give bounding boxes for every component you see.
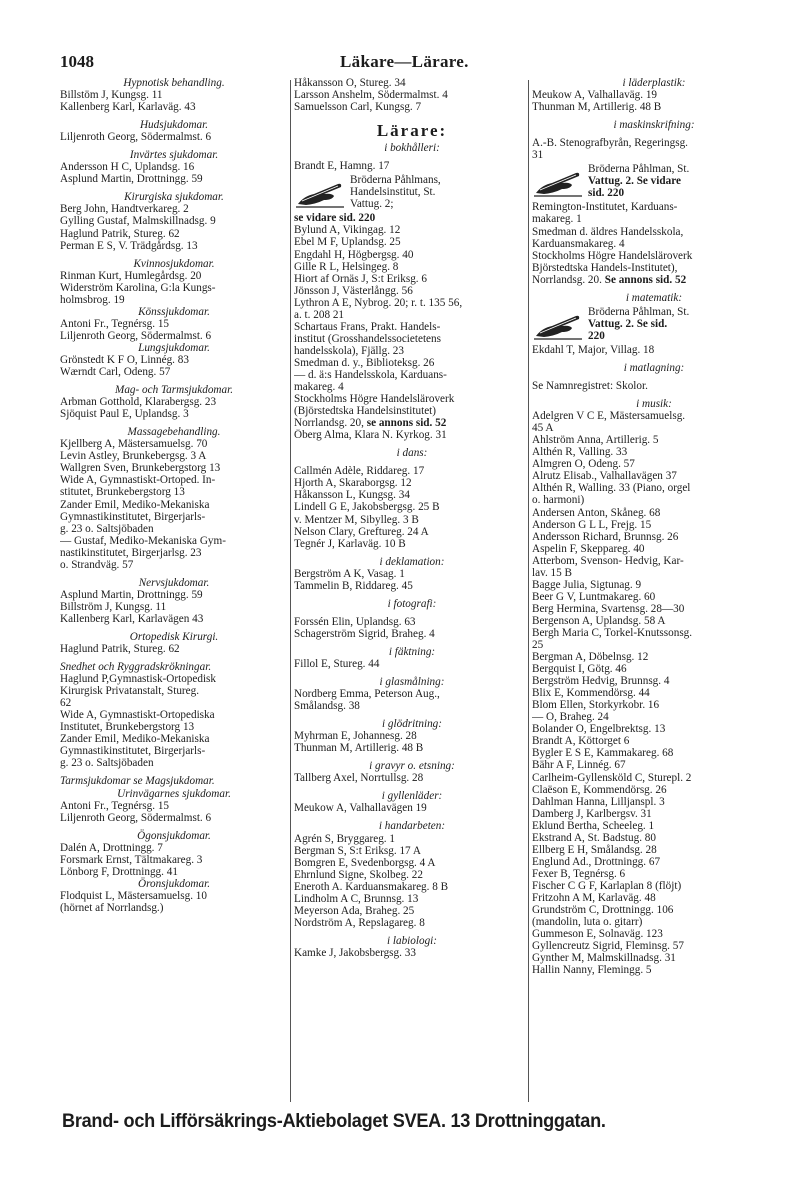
directory-entry: Asplund Martin, Drottningg. 59 bbox=[60, 173, 203, 186]
directory-entry: Berg Hermina, Svartensg. 28—30 bbox=[532, 602, 685, 615]
advertisement-line: Vattug. 2. Se vidare bbox=[588, 175, 681, 188]
advertisement-line: Bröderna Påhlmans, bbox=[350, 174, 441, 187]
pointing-hand-icon bbox=[532, 163, 584, 199]
section-heading: i deklamation: bbox=[379, 555, 445, 568]
directory-entry: Atterbom, Svenson- Hedvig, Kar- bbox=[532, 554, 684, 567]
directory-entry: (Björstedtska Handelsinstitutet) bbox=[294, 405, 436, 418]
directory-entry: Haglund P,Gymnastisk-Ortopedisk bbox=[60, 673, 216, 686]
directory-entry: Hiort af Ornäs J, S:t Eriksg. 6 bbox=[294, 272, 427, 285]
directory-entry: Fischer C G F, Karlaplan 8 (flöjt) bbox=[532, 879, 682, 892]
directory-entry: Bomgren E, Svedenborgsg. 4 A bbox=[294, 856, 436, 869]
directory-entry: Sjöquist Paul E, Uplandsg. 3 bbox=[60, 408, 189, 421]
directory-entry: institut (Grosshandelssocietetens bbox=[294, 332, 441, 345]
directory-entry: v. Mentzer M, Sibylleg. 3 B bbox=[294, 513, 419, 526]
directory-entry: a. t. 208 21 bbox=[294, 308, 345, 321]
cross-reference: se annons sid. 52 bbox=[366, 417, 447, 430]
directory-entry: Karduansmakareg. 4 bbox=[532, 237, 625, 250]
directory-entry: Smålandsg. 38 bbox=[294, 700, 360, 713]
section-heading: Nervsjukdomar. bbox=[138, 576, 210, 589]
section-heading: Lungsjukdomar. bbox=[138, 341, 210, 354]
advertisement-text bbox=[350, 174, 530, 210]
directory-entry: Lindholm A C, Brunnsg. 13 bbox=[294, 892, 419, 905]
directory-entry: Carlheim-Gyllensköld C, Sturepl. 2 bbox=[532, 771, 692, 784]
directory-entry: Hjorth A, Skaraborgsg. 12 bbox=[294, 477, 412, 490]
directory-entry: handelsskola), Fjällg. 23 bbox=[294, 344, 404, 357]
directory-entry: Bähr A F, Linnég. 67 bbox=[532, 759, 626, 772]
directory-entry: Wærndt Carl, Odeng. 57 bbox=[60, 366, 171, 379]
directory-entry: Smedman d. äldres Handelsskola, bbox=[532, 225, 684, 238]
directory-entry: Tallberg Axel, Norrtullsg. 28 bbox=[294, 772, 424, 785]
directory-entry: Eklund Bertha, Scheeleg. 1 bbox=[532, 819, 655, 832]
directory-entry: Ellberg E H, Smålandsg. 28 bbox=[532, 843, 657, 856]
directory-entry: Englund Ad., Drottningg. 67 bbox=[532, 855, 661, 868]
directory-entry: Bergström A K, Vasag. 1 bbox=[294, 567, 405, 580]
directory-entry: Se Namnregistret: Skolor. bbox=[532, 380, 648, 393]
section-heading: i bokhålleri: bbox=[384, 142, 440, 155]
directory-entry: Ekstrand A, St. Badstug. 80 bbox=[532, 831, 656, 844]
section-heading: i handarbeten: bbox=[378, 820, 446, 833]
directory-entry: Myhrman E, Johannesg. 28 bbox=[294, 730, 417, 743]
directory-entry: Liljenroth Georg, Södermalmst. 6 bbox=[60, 131, 212, 144]
directory-entry: Bergman S, S:t Eriksg. 17 A bbox=[294, 844, 421, 857]
directory-entry: Andersen Anton, Skåneg. 68 bbox=[532, 506, 661, 519]
directory-entry: Gymnastikinstitutet, Birgerjarls- bbox=[60, 745, 206, 758]
directory-entry: g. 23 o. Saltsjöbaden bbox=[60, 757, 154, 770]
spacer bbox=[294, 113, 530, 119]
directory-entry: Wallgren Sven, Brunkebergstorg 13 bbox=[60, 462, 221, 475]
advertisement-entry bbox=[532, 306, 776, 342]
section-heading: i fäktning: bbox=[388, 645, 436, 658]
directory-entry: Althén R, Walling. 33 (Piano, orgel bbox=[532, 482, 691, 495]
directory-entry: Larsson Anshelm, Södermalmst. 4 bbox=[294, 89, 448, 102]
section-heading: Kirurgiska sjukdomar. bbox=[124, 191, 224, 204]
directory-entry: Nordberg Emma, Peterson Aug., bbox=[294, 688, 440, 701]
directory-entry: Adelgren V C E, Mästersamuelsg. bbox=[532, 410, 686, 423]
directory-entry: Smedman d. y., Biblioteksg. 26 bbox=[294, 356, 435, 369]
directory-entry: Haglund Patrik, Stureg. 62 bbox=[60, 227, 180, 240]
directory-entry: Håkansson L, Kungsg. 34 bbox=[294, 489, 410, 502]
directory-entry: Ebel M F, Uplandsg. 25 bbox=[294, 236, 401, 249]
directory-entry: Andersson Richard, Brunnsg. 26 bbox=[532, 530, 679, 543]
directory-entry: lav. 15 B bbox=[532, 566, 572, 579]
directory-entry: Andersson H C, Uplandsg. 16 bbox=[60, 161, 195, 174]
directory-entry: Bylund A, Vikingag. 12 bbox=[294, 224, 401, 237]
advertisement-line: 220 bbox=[588, 329, 605, 342]
directory-entry: Bygler E S E, Kammakareg. 68 bbox=[532, 747, 674, 760]
directory-entry: Liljenroth Georg, Södermalmst. 6 bbox=[60, 329, 212, 342]
directory-entry: Nordström A, Repslagareg. 8 bbox=[294, 916, 425, 929]
advertisement-text bbox=[588, 306, 776, 342]
directory-entry: Flodquist L, Mästersamuelsg. 10 bbox=[60, 889, 207, 902]
directory-entry: Asplund Martin, Drottningg. 59 bbox=[60, 588, 203, 601]
directory-entry: Ahlström Anna, Artillerig. 5 bbox=[532, 434, 659, 447]
directory-entry: 45 A bbox=[532, 422, 554, 435]
directory-entry: Stockholms Högre Handelsläroverk bbox=[532, 249, 693, 262]
directory-entry: Zander Emil, Mediko-Mekaniska bbox=[60, 498, 210, 511]
directory-entry: Ehrnlund Signe, Skolbeg. 22 bbox=[294, 868, 423, 881]
section-heading: Mag- och Tarmsjukdomar. bbox=[115, 384, 233, 397]
directory-entry: nastikinstitutet, Birgerjarlsg. 23 bbox=[60, 546, 202, 559]
section-heading: Öronsjukdomar. bbox=[138, 877, 210, 890]
footer-advertisement: Brand- och Lifförsäkrings-Aktiebolaget SVEA. 13 Drottninggatan. bbox=[62, 1110, 606, 1132]
directory-entry: Claëson E, Kommendörsg. 26 bbox=[532, 783, 667, 796]
section-heading: i musik: bbox=[636, 398, 672, 411]
directory-entry: Meukow A, Valhallavägen 19 bbox=[294, 802, 427, 815]
cross-reference: Se annons sid. 52 bbox=[604, 273, 687, 286]
directory-entry: Forssén Elin, Uplandsg. 63 bbox=[294, 615, 416, 628]
directory-entry: g. 23 o. Saltsjöbaden bbox=[60, 522, 154, 535]
directory-entry: Jönsson J, Västerlångg. 56 bbox=[294, 284, 413, 297]
section-heading: Hudsjukdomar. bbox=[139, 119, 209, 132]
column-1 bbox=[60, 77, 288, 914]
advertisement-text bbox=[588, 163, 776, 199]
section-heading: Urinvägarnes sjukdomar. bbox=[117, 787, 231, 800]
directory-entry: Kjellberg A, Mästersamuelsg. 70 bbox=[60, 438, 208, 451]
advertisement-entry bbox=[532, 163, 776, 199]
directory-entry: Kirurgisk Privatanstalt, Stureg. bbox=[60, 685, 200, 698]
directory-entry: Håkansson O, Stureg. 34 bbox=[294, 77, 406, 89]
directory-entry: Beer G V, Luntmakareg. 60 bbox=[532, 590, 656, 603]
advertisement-line: Handelsinstitut, St. bbox=[350, 186, 436, 199]
directory-entry: Grundström C, Drottningg. 106 bbox=[532, 904, 674, 917]
directory-entry: Bolander O, Engelbrektsg. 13 bbox=[532, 723, 666, 736]
directory-entry: Dahlman Hanna, Lilljanspl. 3 bbox=[532, 795, 665, 808]
directory-entry: Meukow A, Valhallaväg. 19 bbox=[532, 89, 658, 102]
directory-entry: Gyllencreutz Sigrid, Fleminsg. 57 bbox=[532, 940, 684, 953]
section-heading: i fotografi: bbox=[387, 597, 437, 610]
directory-entry: Brandt E, Hamng. 17 bbox=[294, 160, 390, 173]
directory-entry: (mandolin, luta o. gitarr) bbox=[532, 916, 643, 929]
section-heading: i matematik: bbox=[625, 291, 683, 304]
section-heading: i läderplastik: bbox=[622, 77, 686, 89]
directory-entry: Lythron A E, Nybrog. 20; r. t. 135 56, bbox=[294, 296, 463, 309]
directory-entry: Liljenroth Georg, Södermalmst. 6 bbox=[60, 811, 212, 824]
directory-entry: Bergman A, Döbelnsg. 12 bbox=[532, 651, 649, 664]
directory-entry: Hallin Nanny, Flemingg. 5 bbox=[532, 964, 652, 977]
directory-entry: Bergquist I, Götg. 46 bbox=[532, 663, 627, 676]
pointing-hand-icon bbox=[532, 306, 584, 342]
directory-entry: Blom Ellen, Storkyrkobr. 16 bbox=[532, 699, 660, 712]
advertisement-line: Vattug. 2; bbox=[350, 198, 394, 211]
directory-entry: Billström J, Kungsg. 11 bbox=[60, 600, 167, 613]
directory-entry: Fexer B, Tegnérsg. 6 bbox=[532, 867, 626, 880]
section-heading: Massagebehandling. bbox=[127, 426, 221, 439]
directory-entry: Arbman Gotthold, Klarabergsg. 23 bbox=[60, 396, 217, 409]
section-heading: i gyllenläder: bbox=[381, 790, 443, 803]
directory-entry: 25 bbox=[532, 639, 544, 652]
column-separator bbox=[290, 80, 291, 1102]
directory-entry: Blix E, Kommendörsg. 44 bbox=[532, 687, 650, 700]
section-heading: i gravyr o. etsning: bbox=[369, 760, 455, 773]
directory-entry: Widerström Karolina, G:la Kungs- bbox=[60, 281, 216, 294]
directory-entry: Engdahl H, Högbergsg. 40 bbox=[294, 248, 414, 261]
directory-entry: Tegnér J, Karlaväg. 10 B bbox=[294, 537, 406, 550]
directory-entry: A.-B. Stenografbyrån, Regeringsg. bbox=[532, 137, 688, 150]
directory-entry: Antoni Fr., Tegnérsg. 15 bbox=[60, 317, 170, 330]
directory-entry: 31 bbox=[532, 149, 544, 162]
directory-entry: o. Strandväg. 57 bbox=[60, 558, 134, 571]
directory-entry: Gylling Gustaf, Malmskillnadsg. 9 bbox=[60, 215, 216, 228]
directory-entry: Fillol E, Stureg. 44 bbox=[294, 657, 380, 670]
directory-entry: — d. ä:s Handelsskola, Karduans- bbox=[294, 368, 447, 381]
directory-entry: Haglund Patrik, Stureg. 62 bbox=[60, 643, 180, 656]
directory-entry: Thunman M, Artillerig. 48 B bbox=[294, 742, 424, 755]
section-heading: i maskinskrifning: bbox=[613, 119, 695, 132]
pointing-hand-icon bbox=[294, 174, 346, 210]
section-heading: Ortopedisk Kirurgi. bbox=[129, 630, 219, 643]
advertisement-line: Bröderna Påhlman, St. bbox=[588, 163, 690, 176]
directory-entry: Fritzohn A M, Karlaväg. 48 bbox=[532, 892, 656, 904]
section-heading: Invärtes sjukdomar. bbox=[129, 149, 219, 162]
section-heading: Hypnotisk behandling. bbox=[123, 77, 225, 89]
directory-entry: — Gustaf, Mediko-Mekaniska Gym- bbox=[60, 534, 226, 547]
directory-entry: Rinman Kurt, Humlegårdsg. 20 bbox=[60, 269, 202, 282]
directory-entry: Tammelin B, Riddareg. 45 bbox=[294, 579, 413, 592]
section-heading: Kvinnosjukdomar. bbox=[133, 257, 215, 270]
category-heading: Lärare: bbox=[376, 121, 448, 141]
section-heading: Ögonsjukdomar. bbox=[137, 829, 211, 842]
column-3 bbox=[532, 77, 776, 976]
directory-entry: Kallenberg Karl, Karlaväg. 43 bbox=[60, 101, 196, 114]
advertisement-line: sid. 220 bbox=[588, 187, 625, 200]
directory-entry: Anderson G L L, Frejg. 15 bbox=[532, 518, 652, 531]
advertisement-line: Vattug. 2. Se sid. bbox=[588, 317, 668, 330]
directory-entry: Meyerson Ada, Braheg. 25 bbox=[294, 904, 415, 917]
directory-entry: Dalén A, Drottningg. 7 bbox=[60, 841, 163, 854]
directory-entry: Berg John, Handtverkareg. 2 bbox=[60, 203, 189, 216]
directory-entry: makareg. 1 bbox=[532, 213, 582, 226]
directory-entry: Lindell G E, Jakobsbergsg. 25 B bbox=[294, 501, 440, 514]
section-heading: i matlagning: bbox=[623, 361, 685, 374]
directory-entry: Bergenson A, Uplandsg. 58 A bbox=[532, 614, 666, 627]
section-heading: i glödritning: bbox=[382, 718, 442, 731]
directory-entry: Gille R L, Helsingeg. 8 bbox=[294, 260, 399, 273]
directory-entry: Institutet, Brunkebergstorg 13 bbox=[60, 721, 195, 734]
directory-entry: Ekdahl T, Major, Villag. 18 bbox=[532, 343, 655, 356]
directory-entry: makareg. 4 bbox=[294, 381, 344, 394]
directory-entry: Schagerström Sigrid, Braheg. 4 bbox=[294, 627, 435, 640]
directory-entry: Samuelsson Carl, Kungsg. 7 bbox=[294, 101, 422, 114]
entry-text: Norrlandsg. 20. bbox=[532, 273, 605, 286]
directory-entry: Gummeson E, Solnaväg. 123 bbox=[532, 928, 663, 941]
directory-entry: Bergh Maria C, Torkel-Knutssonsg. bbox=[532, 626, 693, 639]
directory-entry: Schartaus Frans, Prakt. Handels- bbox=[294, 320, 441, 333]
directory-entry: Gymnastikinstitutet, Birgerjarls- bbox=[60, 510, 206, 523]
directory-entry: Perman E S, V. Trädgårdsg. 13 bbox=[60, 239, 198, 252]
directory-entry bbox=[294, 417, 530, 429]
directory-entry: Nelson Clary, Greftureg. 24 A bbox=[294, 525, 429, 538]
section-heading: Snedhet och Ryggradskrökningar. bbox=[60, 661, 212, 674]
entry-text: Norrlandsg. 20, bbox=[294, 417, 367, 430]
advertisement-entry bbox=[294, 174, 530, 210]
directory-entry: Stockholms Högre Handelsläroverk bbox=[294, 393, 455, 406]
directory-entry: Bergström Hedvig, Brunnsg. 4 bbox=[532, 675, 670, 688]
directory-entry: stitutet, Brunkebergstorg 13 bbox=[60, 486, 185, 499]
directory-entry: Gynther M, Malmskillnadsg. 31 bbox=[532, 952, 676, 965]
directory-entry: Björstedtska Handels-Institutet), bbox=[532, 261, 678, 274]
column-2 bbox=[294, 77, 530, 959]
directory-entry: Kallenberg Karl, Karlavägen 43 bbox=[60, 612, 204, 625]
directory-entry: Damberg J, Karlbergsv. 31 bbox=[532, 807, 652, 820]
directory-entry: Billstöm J, Kungsg. 11 bbox=[60, 89, 163, 102]
directory-entry: Alrutz Elisab., Valhallavägen 37 bbox=[532, 470, 677, 483]
directory-entry: 62 bbox=[60, 697, 72, 710]
directory-entry: Wide A, Gymnastiskt-Ortoped. In- bbox=[60, 474, 216, 487]
directory-entry: Zander Emil, Mediko-Mekaniska bbox=[60, 733, 210, 746]
directory-entry: o. harmoni) bbox=[532, 494, 585, 507]
directory-entry: Lönborg F, Drottningg. 41 bbox=[60, 865, 178, 878]
directory-entry: Grönstedt K F O, Linnég. 83 bbox=[60, 353, 189, 366]
section-heading: Tarmsjukdomar se Magsjukdomar. bbox=[60, 775, 215, 788]
directory-entry: Antoni Fr., Tegnérsg. 15 bbox=[60, 799, 170, 812]
directory-entry: Thunman M, Artillerig. 48 B bbox=[532, 101, 662, 114]
directory-entry: Eneroth A. Karduansmakareg. 8 B bbox=[294, 880, 449, 893]
directory-entry bbox=[532, 274, 776, 286]
directory-entry: Althén R, Valling. 33 bbox=[532, 446, 628, 459]
running-head: Läkare—Lärare. bbox=[340, 52, 469, 71]
directory-entry: — O, Braheg. 24 bbox=[532, 711, 609, 724]
section-heading: i dans: bbox=[396, 447, 428, 460]
page-number: 1048 bbox=[60, 52, 94, 71]
directory-entry: Wide A, Gymnastiskt-Ortopediska bbox=[60, 709, 215, 722]
directory-entry: Remington-Institutet, Karduans- bbox=[532, 201, 678, 214]
advertisement-line: Bröderna Påhlman, St. bbox=[588, 305, 690, 318]
section-heading: i glasmålning: bbox=[379, 676, 445, 689]
directory-entry: Aspelin F, Skeppareg. 40 bbox=[532, 542, 645, 555]
directory-entry: (hörnet af Norrlandsg.) bbox=[60, 901, 164, 914]
section-heading: Könssjukdomar. bbox=[138, 305, 210, 318]
directory-entry: Kamke J, Jakobsbergsg. 33 bbox=[294, 946, 416, 959]
directory-entry: Levin Astley, Brunkebergsg. 3 A bbox=[60, 450, 207, 463]
section-heading: i labiologi: bbox=[386, 934, 438, 947]
directory-entry: Almgren O, Odeng. 57 bbox=[532, 458, 635, 471]
directory-entry: Agrén S, Bryggareg. 1 bbox=[294, 832, 395, 845]
directory-entry: Callmén Adèle, Riddareg. 17 bbox=[294, 465, 425, 478]
directory-entry: Forsmark Ernst, Tältmakareg. 3 bbox=[60, 853, 203, 866]
directory-entry: Bagge Julia, Sigtunag. 9 bbox=[532, 578, 642, 591]
cross-reference: se vidare sid. 220 bbox=[294, 212, 376, 225]
directory-entry: holmsbrog. 19 bbox=[60, 293, 125, 306]
directory-entry: Öberg Alma, Klara N. Kyrkog. 31 bbox=[294, 429, 447, 442]
directory-entry: Brandt A, Köttorget 6 bbox=[532, 735, 630, 748]
